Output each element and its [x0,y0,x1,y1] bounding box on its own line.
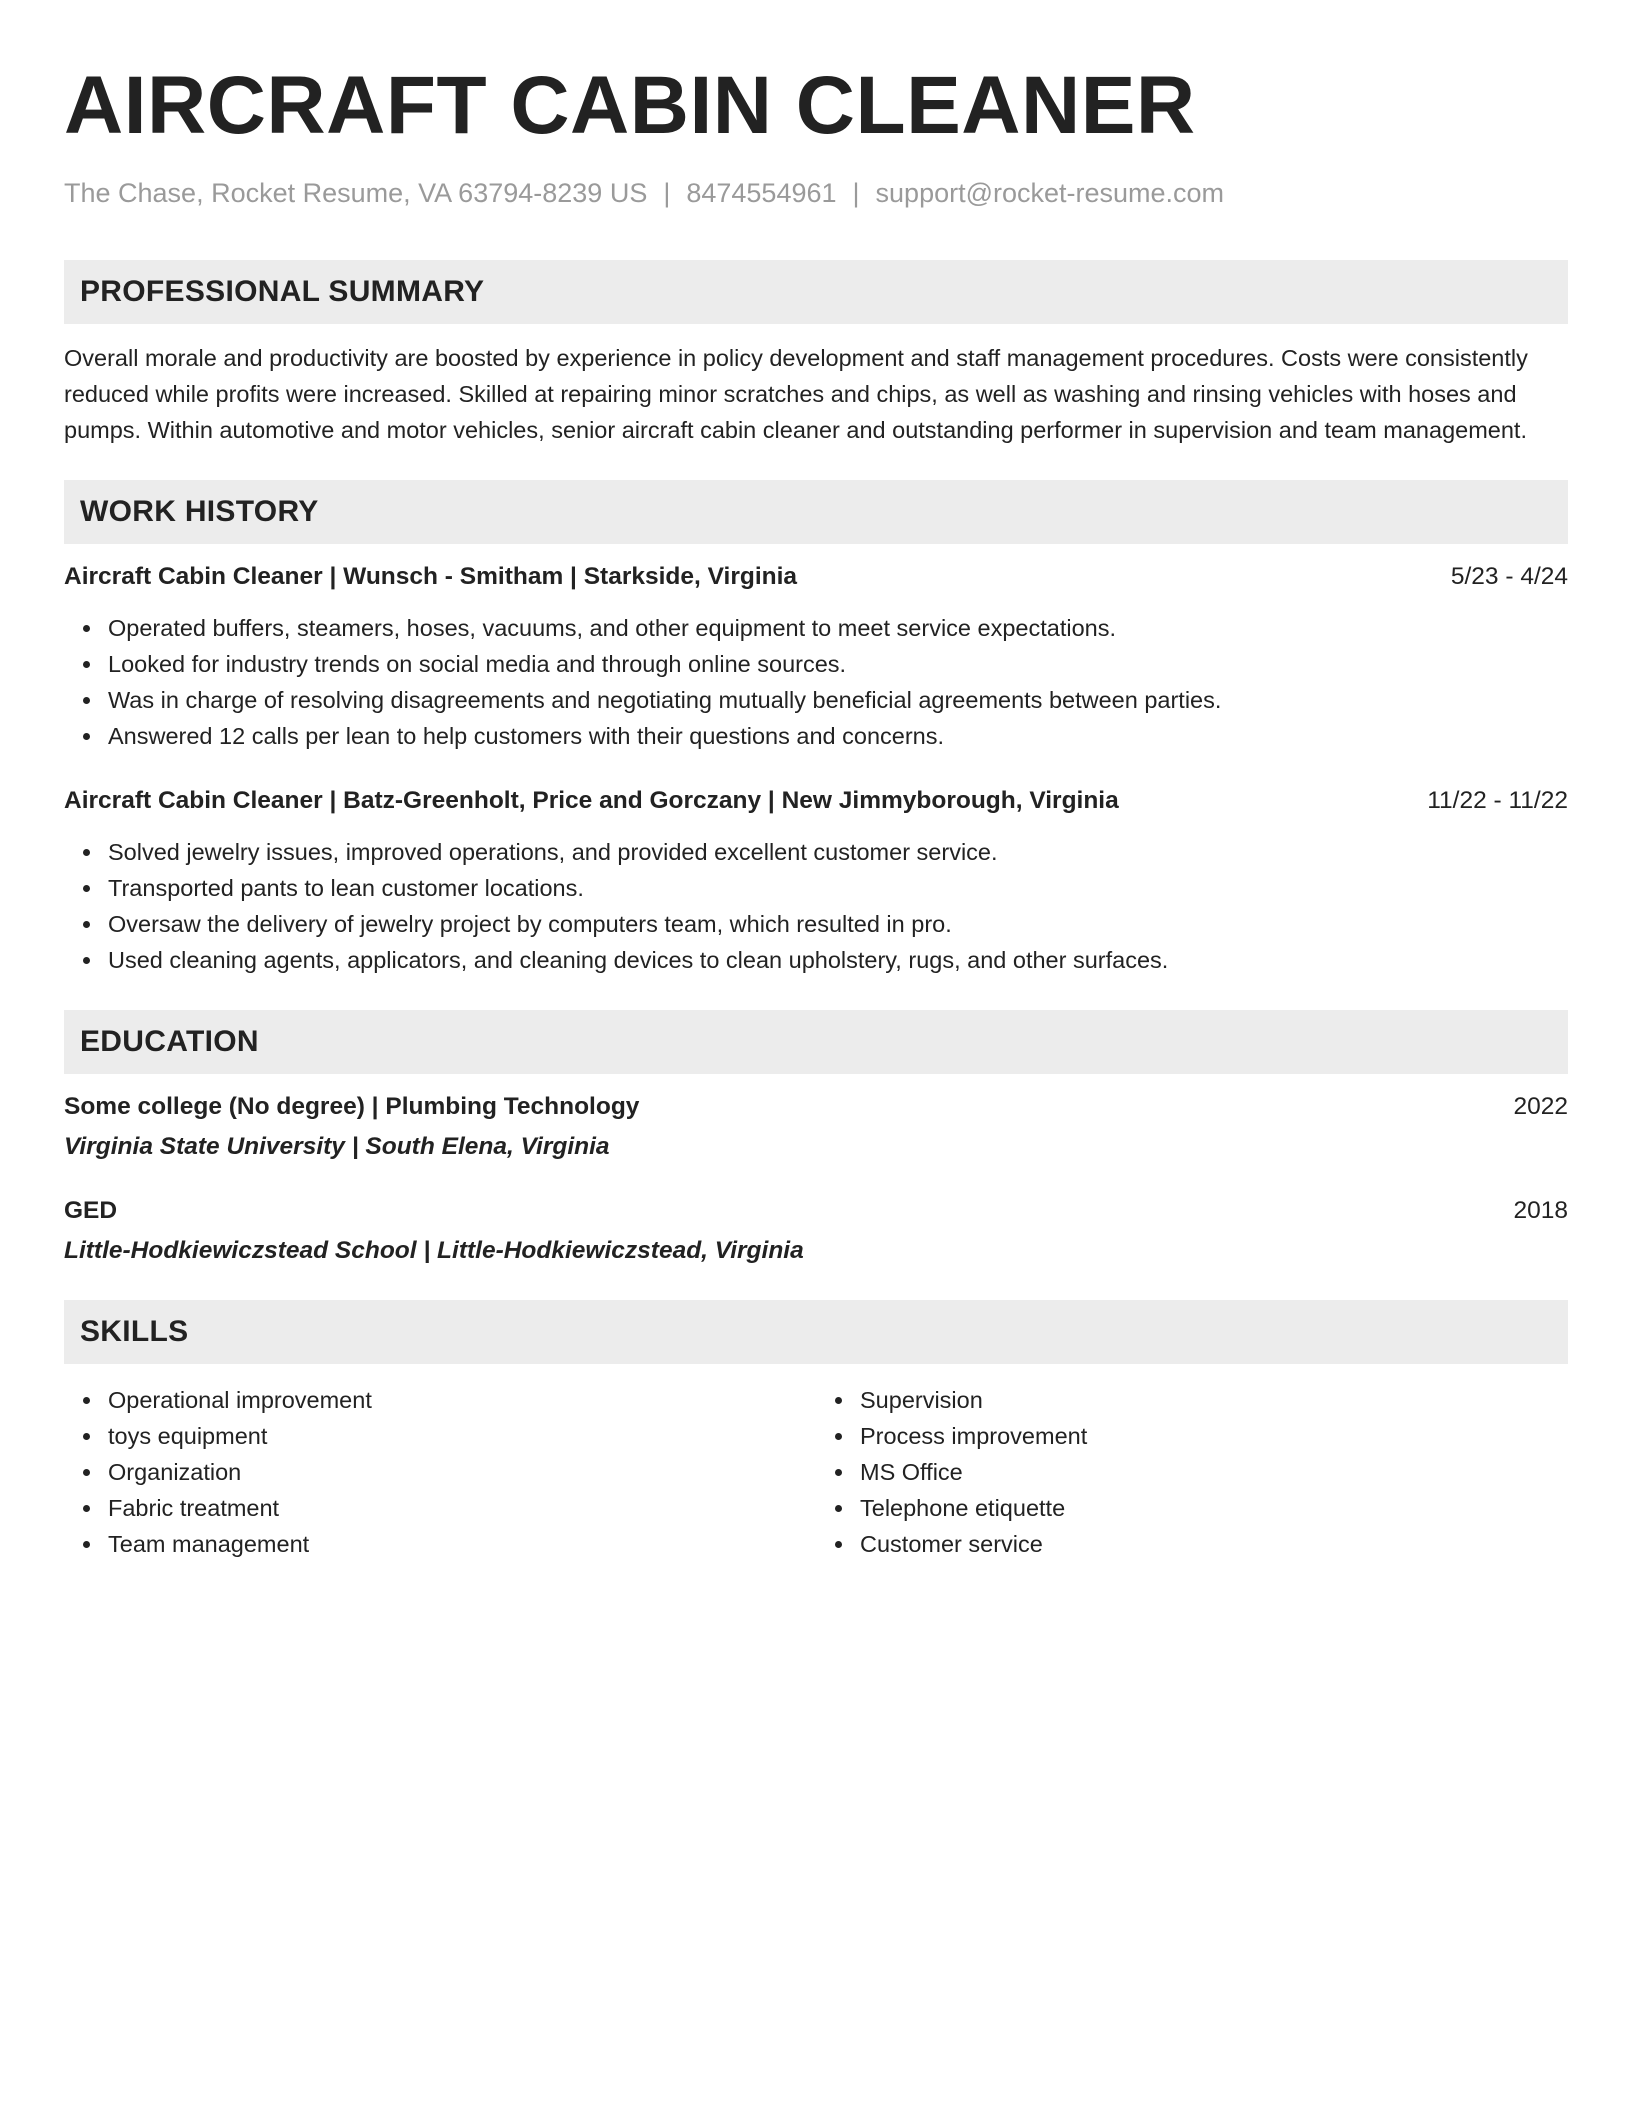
list-item [108,942,1568,978]
bullet-icon [835,1433,842,1440]
skill-text: Organization [108,1459,242,1485]
bullet-icon [83,697,90,704]
list-item [860,1382,1568,1418]
skill-text: Supervision [860,1387,983,1413]
job-bullets [64,834,1568,978]
bullet-icon [835,1505,842,1512]
skill-text: Team management [108,1531,310,1557]
skills-column-right [816,1382,1568,1562]
contact-line [64,176,1568,210]
list-item [108,1418,816,1454]
bullet-text: Answered 12 calls per lean to help customers with their questions and concerns. [108,723,945,749]
list-item [108,1454,816,1490]
list-item [108,1526,816,1562]
bullet-text: Transported pants to lean customer locations. [108,875,584,901]
list-item [108,610,1568,646]
skill-text: MS Office [860,1459,963,1485]
job-title: Aircraft Cabin Cleaner | Wunsch - Smitham | Starkside, Virginia [64,563,798,590]
bullet-icon [835,1541,842,1548]
education-year: 2018 [1513,1197,1568,1224]
bullet-icon [83,1505,90,1512]
bullet-icon [83,625,90,632]
list-item [108,870,1568,906]
bullet-text: Was in charge of resolving disagreements and negotiating mutually beneficial agreements between parties. [108,687,1222,713]
list-item [860,1490,1568,1526]
bullet-icon [83,1469,90,1476]
contact-address: The Chase, Rocket Resume, VA 63794-8239 US [64,178,648,208]
list-item [108,718,1568,754]
list-item [108,1382,816,1418]
bullet-icon [83,1397,90,1404]
skill-text: Telephone etiquette [860,1495,1066,1521]
skill-text: toys equipment [108,1423,268,1449]
education-entry [64,1090,1568,1164]
education-heading: EDUCATION [64,1010,1568,1074]
list-item [108,906,1568,942]
education-header [64,1194,1568,1228]
job-header [64,784,1568,818]
contact-phone: 8474554961 [686,178,837,208]
bullet-icon [83,1541,90,1548]
contact-email: support@rocket-resume.com [875,178,1225,208]
skills-heading: SKILLS [64,1300,1568,1364]
summary-heading: PROFESSIONAL SUMMARY [64,260,1568,324]
list-item [108,682,1568,718]
job-header [64,560,1568,594]
bullet-icon [83,661,90,668]
resume-name: AIRCRAFT CABIN CLEANER [64,60,1196,151]
skills-list [64,1382,816,1562]
bullet-icon [83,849,90,856]
education-header [64,1090,1568,1124]
list-item [108,646,1568,682]
job-dates: 11/22 - 11/22 [1427,787,1568,814]
list-item [108,1490,816,1526]
skills-grid [64,1382,1568,1562]
contact-separator: | [663,178,671,208]
education-degree: GED [64,1197,118,1224]
education-entry [64,1194,1568,1268]
bullet-icon [83,885,90,892]
bullet-icon [835,1469,842,1476]
list-item [860,1418,1568,1454]
bullet-text: Looked for industry trends on social media and through online sources. [108,651,847,677]
job-entry [64,560,1568,754]
skills-list [816,1382,1568,1562]
bullet-icon [83,921,90,928]
bullet-text: Used cleaning agents, applicators, and cleaning devices to clean upholstery, rugs, and other surfaces. [108,947,1169,973]
list-item [860,1526,1568,1562]
education-school: Virginia State University | South Elena, Virginia [64,1133,610,1160]
job-bullets [64,610,1568,754]
bullet-icon [83,957,90,964]
bullet-icon [835,1397,842,1404]
bullet-icon [83,733,90,740]
education-school: Little-Hodkiewiczstead School | Little-Hodkiewiczstead, Virginia [64,1237,804,1264]
education-year: 2022 [1513,1093,1568,1120]
skills-column-left [64,1382,816,1562]
work-history-heading: WORK HISTORY [64,480,1568,544]
skill-text: Fabric treatment [108,1495,280,1521]
job-entry [64,784,1568,978]
education-degree: Some college (No degree) | Plumbing Technology [64,1093,640,1120]
bullet-text: Solved jewelry issues, improved operations, and provided excellent customer service. [108,839,998,865]
skill-text: Customer service [860,1531,1043,1557]
list-item [108,834,1568,870]
bullet-text: Oversaw the delivery of jewelry project by computers team, which resulted in pro. [108,911,952,937]
skill-text: Operational improvement [108,1387,372,1413]
contact-separator: | [852,178,860,208]
bullet-text: Operated buffers, steamers, hoses, vacuums, and other equipment to meet service expectations. [108,615,1116,641]
skill-text: Process improvement [860,1423,1088,1449]
summary-text: Overall morale and productivity are boosted by experience in policy development and staff management procedures. Costs were consistently reduced while profits were increased. Skilled at repairing minor scratches and chips, as well as washing and rinsing vehicles with hoses and pumps. Within automotive and motor vehicles, senior aircraft cabin cleaner and outstanding performer in supervision and team management. [64,345,1528,443]
bullet-icon [83,1433,90,1440]
list-item [860,1454,1568,1490]
job-title: Aircraft Cabin Cleaner | Batz-Greenholt, Price and Gorczany | New Jimmyborough, Virginia [64,787,1119,814]
job-dates: 5/23 - 4/24 [1450,563,1568,590]
